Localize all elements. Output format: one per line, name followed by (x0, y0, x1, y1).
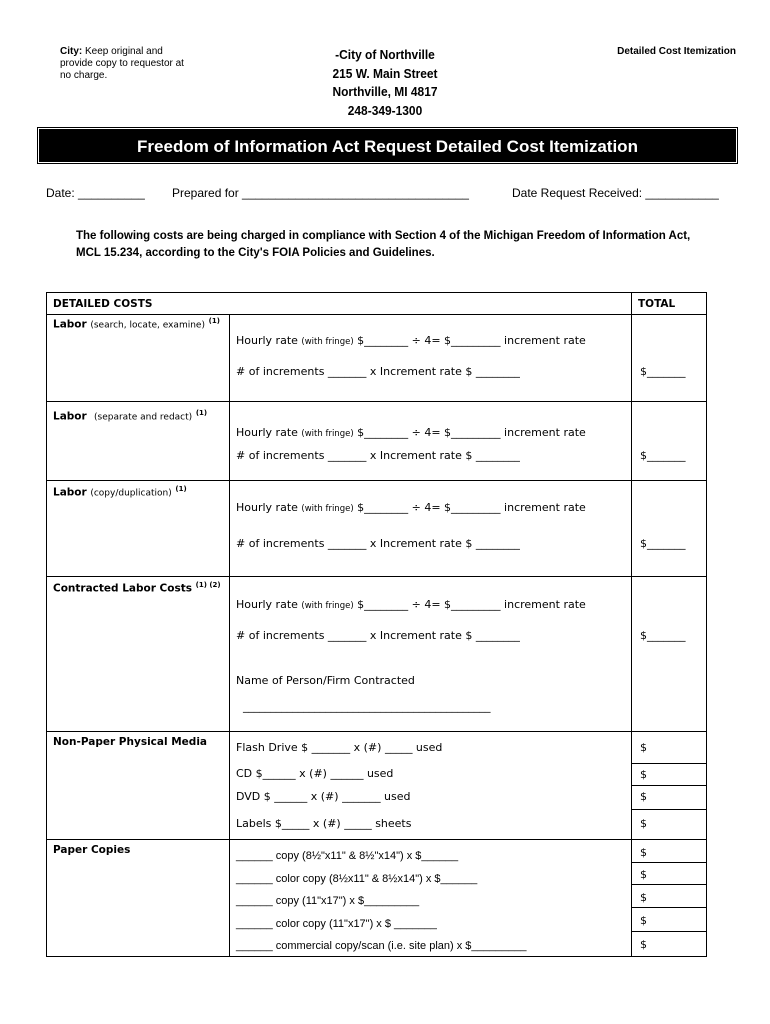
contracted-increments[interactable]: # of increments _______ x Increment rate $ ________ (236, 629, 520, 642)
form-title: Freedom of Information Act Request Detailed Cost Itemization (39, 129, 736, 162)
city-name: -City of Northville (335, 47, 435, 62)
paper-total-3[interactable]: $ (640, 891, 647, 904)
contracted-label: Contracted Labor Costs $^{(1) (2)}$ (53, 581, 221, 595)
media-cd-total[interactable]: $ (640, 768, 647, 781)
labor-copy-increments[interactable]: # of increments _______ x Increment rate $ ________ (236, 537, 520, 550)
media-labels[interactable]: Labels $_____ x (#) _____ sheets (236, 817, 412, 830)
paper-color-letter[interactable]: ______ color copy (8½x11" & 8½x14") x $______ (236, 873, 478, 885)
city-note: City: Keep original and provide copy to requestor at no charge. (60, 46, 184, 81)
labor-search-total[interactable]: $_______ (640, 365, 686, 378)
paper-copy-tabloid[interactable]: ______ copy (11"x17") x $_________ (236, 895, 420, 907)
media-label: Non-Paper Physical Media (53, 736, 208, 748)
col-detailed-costs: DETAILED COSTS (53, 298, 153, 310)
prepared-for-field[interactable]: Prepared for __________________________________ (172, 186, 469, 200)
col-total: TOTAL (638, 298, 676, 310)
labor-copy-label: Labor (copy/duplication) $^{(1)}$ (53, 485, 187, 499)
paper-total-5[interactable]: $ (640, 938, 647, 951)
city-phone: 248-349-1300 (347, 102, 423, 118)
paper-label: Paper Copies (53, 844, 131, 856)
media-dvd[interactable]: DVD $ ______ x (#) _______ used (236, 790, 411, 803)
doc-label: Detailed Cost Itemization (617, 46, 736, 57)
date-field[interactable]: Date: __________ (46, 186, 145, 200)
labor-redact-increments[interactable]: # of increments _______ x Increment rate $ ________ (236, 449, 520, 462)
intro-text: The following costs are being charged in compliance with Section 4 of the Michigan Freedom of Information Act, MCL 15.234, according to the City's FOIA Policies and Guidelines. (76, 230, 691, 259)
media-labels-total[interactable]: $ (640, 817, 647, 830)
labor-search-hourly[interactable]: Hourly rate (with fringe) $________ ÷ 4= $_________ increment rate (236, 334, 586, 347)
firm-field[interactable]: _____________________________________________ (243, 700, 491, 713)
labor-copy-total[interactable]: $_______ (640, 537, 686, 550)
media-dvd-total[interactable]: $ (640, 790, 647, 803)
paper-total-1[interactable]: $ (640, 846, 647, 859)
firm-label: Name of Person/Firm Contracted (236, 674, 415, 687)
media-flash-drive[interactable]: Flash Drive $ _______ x (#) _____ used (236, 741, 443, 754)
labor-redact-label: Labor (separate and redact) $^{(1)}$ (53, 409, 208, 423)
city-town: Northville, MI 4817 (332, 84, 438, 99)
media-flash-total[interactable]: $ (640, 741, 647, 754)
labor-redact-hourly[interactable]: Hourly rate (with fringe) $________ ÷ 4= $_________ increment rate (236, 426, 586, 439)
labor-copy-hourly[interactable]: Hourly rate (with fringe) $________ ÷ 4= $_________ increment rate (236, 501, 586, 514)
city-street: 215 W. Main Street (332, 65, 438, 81)
media-cd[interactable]: CD $______ x (#) ______ used (236, 767, 394, 780)
cost-table (46, 292, 707, 957)
labor-redact-total[interactable]: $_______ (640, 449, 686, 462)
paper-total-2[interactable]: $ (640, 868, 647, 881)
city-address (307, 46, 463, 120)
date-received-field[interactable]: Date Request Received: ___________ (512, 186, 719, 200)
labor-search-label: Labor (search, locate, examine) $^{(1)}$ (53, 317, 220, 331)
contracted-total[interactable]: $_______ (640, 629, 686, 642)
paper-commercial[interactable]: ______ commercial copy/scan (i.e. site plan) x $_________ (236, 940, 527, 952)
contracted-hourly[interactable]: Hourly rate (with fringe) $________ ÷ 4= $_________ increment rate (236, 598, 586, 611)
paper-color-tabloid[interactable]: ______ color copy (11"x17") x $ _______ (236, 918, 437, 930)
paper-copy-letter[interactable]: ______ copy (8½"x11" & 8½"x14") x $______ (236, 850, 459, 862)
paper-total-4[interactable]: $ (640, 914, 647, 927)
labor-search-increments[interactable]: # of increments _______ x Increment rate $ ________ (236, 365, 520, 378)
